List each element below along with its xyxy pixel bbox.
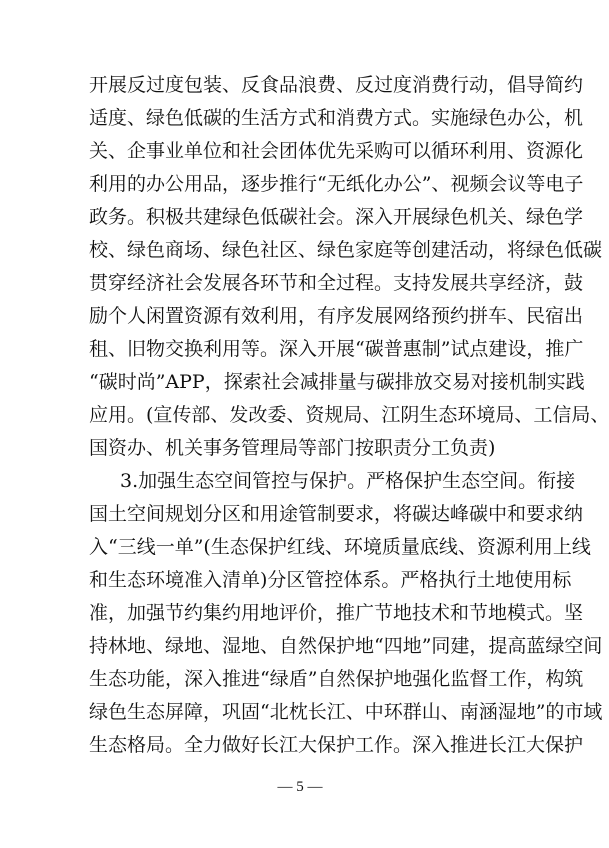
paragraph-line-8: 励个人闲置资源有效利用，有序发展网络预约拼车、民宿出 — [89, 305, 584, 327]
paragraph-line-2: 适度、绿色低碳的生活方式和消费方式。实施绿色办公，机 — [89, 107, 584, 129]
paragraph-line-3: 关、企事业单位和社会团体优先采购可以循环利用、资源化 — [89, 140, 584, 162]
paragraph-line-19: 生态功能，深入推进“绿盾”自然保护地强化监督工作，构筑 — [89, 668, 584, 690]
section-heading-line: 3.加强生态空间管控与保护。严格保护生态空间。衔接 — [120, 470, 576, 492]
paragraph-line-6: 校、绿色商场、绿色社区、绿色家庭等创建活动，将绿色低碳 — [89, 239, 603, 261]
paragraph-line-10: “碳时尚”APP，探索社会减排量与碳排放交易对接机制实践 — [89, 371, 585, 393]
paragraph-line-15: 入“三线一单”(生态保护红线、环境质量底线、资源利用上线 — [89, 536, 591, 558]
paragraph-line-16: 和生态环境准入清单)分区管控体系。严格执行土地使用标 — [89, 569, 572, 591]
paragraph-line-11: 应用。(宣传部、发改委、资规局、江阴生态环境局、工信局、 — [89, 404, 609, 426]
paragraph-line-18: 持林地、绿地、湿地、自然保护地“四地”同建，提高蓝绿空间 — [89, 635, 603, 657]
paragraph-line-9: 租、旧物交换利用等。深入开展“碳普惠制”试点建设，推广 — [89, 338, 584, 360]
paragraph-line-5: 政务。积极共建绿色低碳社会。深入开展绿色机关、绿色学 — [89, 206, 584, 228]
paragraph-line-21: 生态格局。全力做好长江大保护工作。深入推进长江大保护 — [89, 734, 584, 756]
paragraph-line-14: 国土空间规划分区和用途管制要求，将碳达峰碳中和要求纳 — [89, 503, 584, 525]
paragraph-line-20: 绿色生态屏障，巩固“北枕长江、中环群山、南涵湿地”的市域 — [89, 701, 603, 723]
paragraph-line-4: 利用的办公用品，逐步推行“无纸化办公”、视频会议等电子 — [89, 173, 584, 195]
paragraph-line-17: 准，加强节约集约用地评价，推广节地技术和节地模式。坚 — [89, 602, 584, 624]
page-number: — 5 — — [277, 779, 323, 795]
paragraph-line-1: 开展反过度包装、反食品浪费、反过度消费行动，倡导简约 — [89, 74, 584, 96]
paragraph-line-12: 国资办、机关事务管理局等部门按职责分工负责) — [89, 437, 496, 459]
paragraph-line-7: 贯穿经济社会发展各环节和全过程。支持发展共享经济，鼓 — [89, 272, 584, 294]
